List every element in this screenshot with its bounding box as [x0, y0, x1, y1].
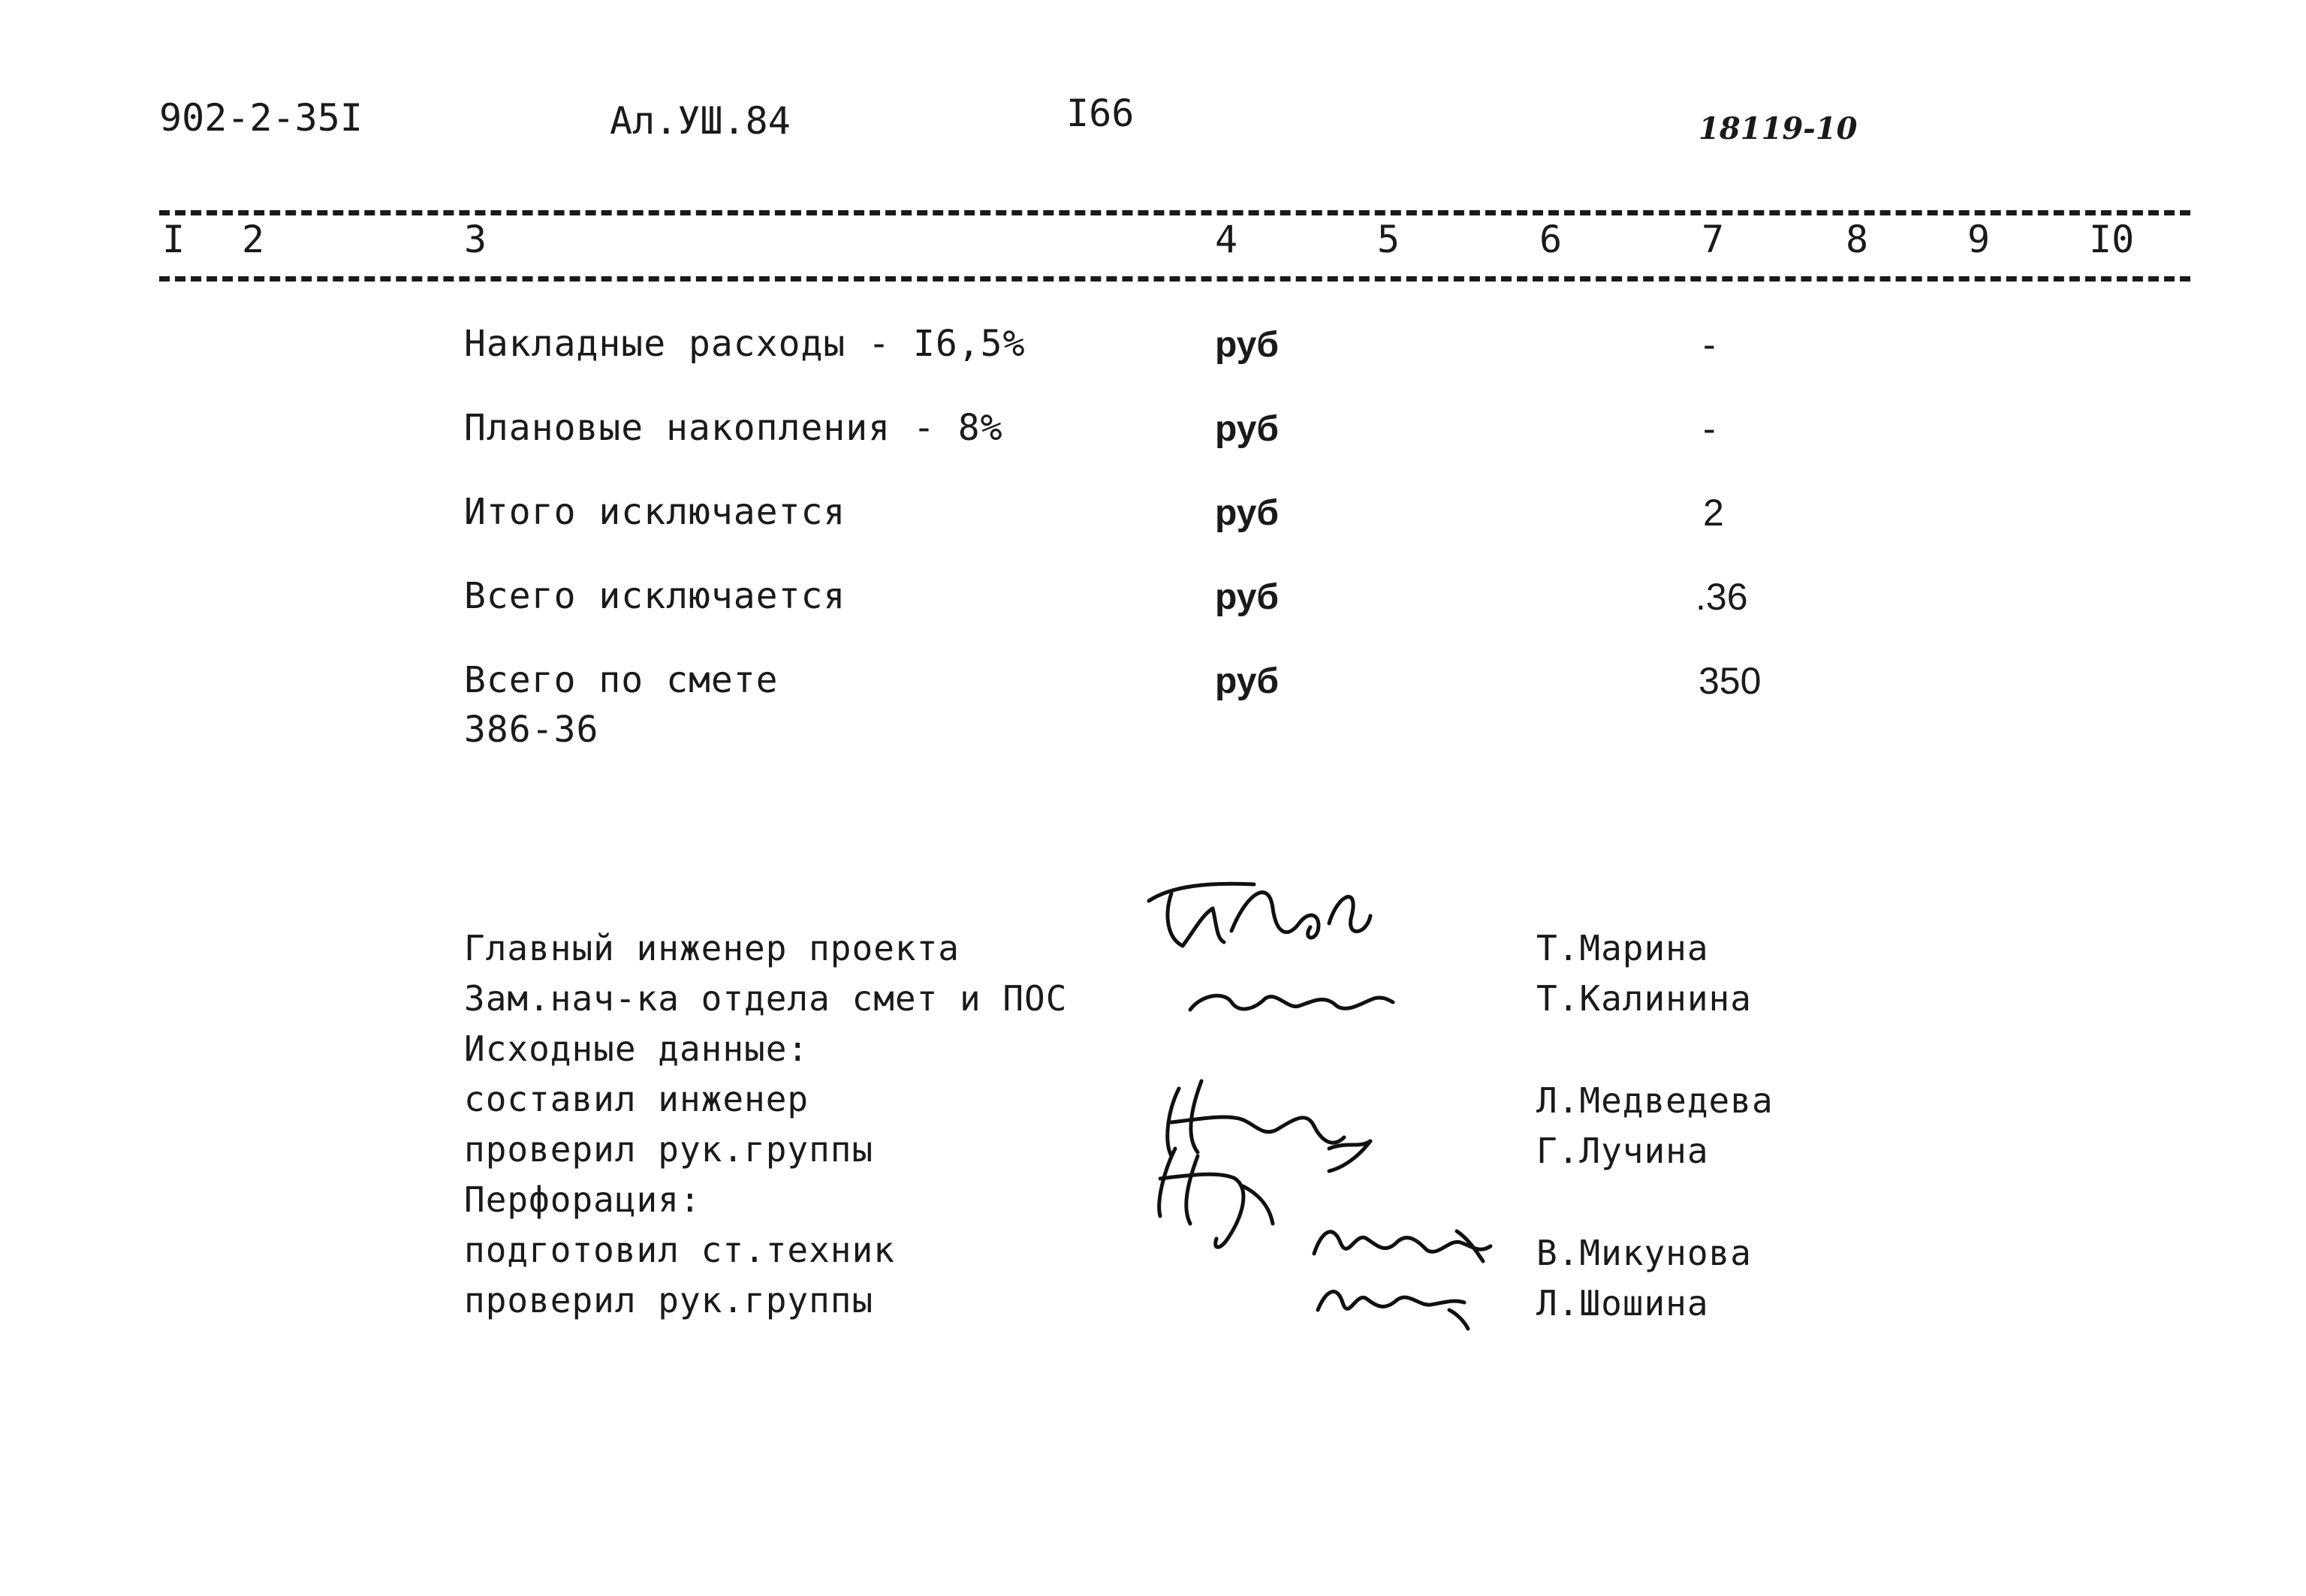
row-unit-overhead: руб — [1215, 325, 1280, 365]
row-label-subtotal-excluded: Итого исключается — [464, 491, 846, 533]
column-header-10: I0 — [2089, 218, 2135, 261]
signature-mikunova — [1307, 1209, 1502, 1269]
row-sublabel-estimate-total: 386-36 — [464, 709, 599, 751]
signature-kalinina — [1186, 980, 1397, 1025]
row-unit-total-excluded: руб — [1215, 577, 1280, 617]
signatory-role-compiled-by: составил инженер — [464, 1079, 809, 1119]
handwritten-code: 18119-10 — [1699, 111, 1858, 146]
row-value-overhead: - — [1703, 324, 1716, 366]
column-header-9: 9 — [1967, 218, 1991, 261]
row-value-subtotal-excluded: 2 — [1703, 492, 1724, 534]
row-unit-estimate-total: руб — [1215, 661, 1280, 701]
signatory-role-checked-by-2: проверил рук.группы — [464, 1280, 874, 1320]
row-value-estimate-total: 350 — [1699, 660, 1762, 702]
signatory-role-checked-by-1: проверил рук.группы — [464, 1129, 874, 1170]
album-code: Ал.УШ.84 — [610, 99, 791, 143]
column-header-4: 4 — [1215, 218, 1238, 261]
column-header-8: 8 — [1846, 218, 1869, 261]
signatory-name-marina: Т.Марина — [1536, 928, 1709, 968]
signatory-role-deputy-head: Зам.нач-ка отдела смет и ПОС — [464, 978, 1068, 1019]
column-header-7: 7 — [1702, 218, 1725, 261]
section-heading-source-data: Исходные данные: — [464, 1028, 809, 1069]
row-label-overhead: Накладные расходы - I6,5% — [464, 323, 1026, 365]
row-unit-planned-savings: руб — [1215, 409, 1280, 449]
signatory-name-luchina: Г.Лучина — [1536, 1131, 1709, 1171]
row-label-estimate-total: Всего по смете — [464, 659, 779, 701]
row-value-total-excluded: .36 — [1696, 576, 1748, 618]
column-header-6: 6 — [1539, 218, 1563, 261]
column-header-3: 3 — [464, 218, 487, 261]
section-heading-perforation: Перфорация: — [464, 1179, 701, 1220]
signature-shoshina — [1307, 1269, 1479, 1329]
signatory-role-chief-engineer: Главный инженер проекта — [464, 928, 960, 968]
signature-luchina — [1145, 1134, 1310, 1254]
column-header-5: 5 — [1377, 218, 1400, 261]
signatory-name-shoshina: Л.Шошина — [1536, 1283, 1709, 1323]
signature-marina — [1141, 863, 1382, 961]
signatory-name-medvedeva: Л.Медведева — [1536, 1080, 1774, 1121]
row-label-total-excluded: Всего исключается — [464, 575, 846, 617]
row-unit-subtotal-excluded: руб — [1215, 493, 1280, 533]
signatory-name-kalinina: Т.Калинина — [1536, 978, 1752, 1019]
bottom-rule — [159, 276, 2190, 282]
document-number: 902-2-35I — [159, 96, 363, 140]
signatory-role-prepared-by: подготовил ст.техник — [464, 1230, 895, 1270]
page-number: I66 — [1066, 92, 1135, 135]
column-header-1: I — [162, 218, 185, 261]
row-value-planned-savings: - — [1703, 408, 1716, 450]
signatory-name-mikunova: В.Микунова — [1536, 1233, 1752, 1273]
top-rule — [159, 210, 2190, 215]
column-header-2: 2 — [242, 218, 265, 261]
row-label-planned-savings: Плановые накопления - 8% — [464, 407, 1003, 449]
